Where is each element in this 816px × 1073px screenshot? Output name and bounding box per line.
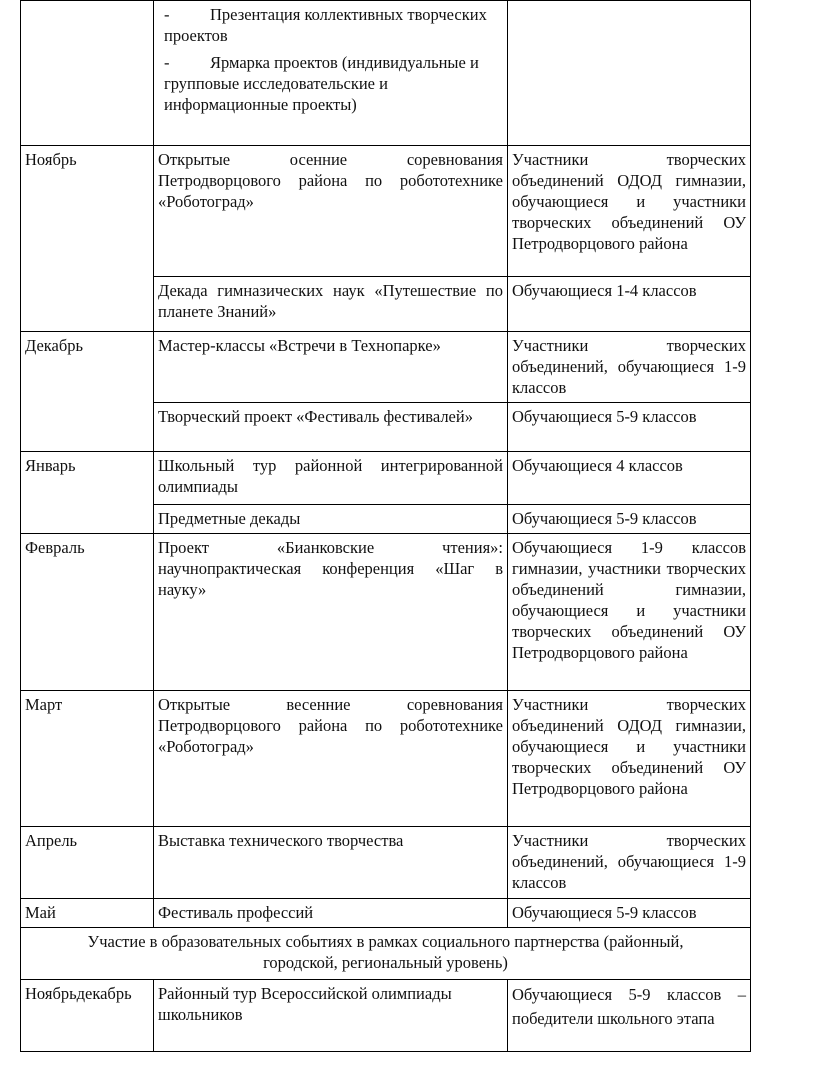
event-cell bbox=[154, 1, 508, 146]
event-cell: Творческий проект «Фестиваль фестивалей» bbox=[154, 403, 508, 452]
event-cell: Школьный тур районной интегрированной олимпиады bbox=[154, 452, 508, 505]
table-row bbox=[21, 827, 751, 899]
list-item bbox=[164, 52, 503, 115]
event-cell: Проект «Бианковские чтения»: научнопрактическая конференция «Шаг в науку» bbox=[154, 534, 508, 691]
month-cell: Апрель bbox=[21, 827, 154, 899]
event-cell: Районный тур Всероссийской олимпиады школьников bbox=[154, 980, 508, 1052]
participants-cell bbox=[508, 1, 751, 146]
month-cell: Март bbox=[21, 691, 154, 827]
list-dash: - bbox=[164, 5, 170, 24]
month-cell: Январь bbox=[21, 452, 154, 534]
participants-cell: Обучающиеся 5-9 классов bbox=[508, 505, 751, 534]
participants-cell: Обучающиеся 5-9 классов bbox=[508, 899, 751, 928]
table-row bbox=[21, 899, 751, 928]
event-cell: Мастер-классы «Встречи в Технопарке» bbox=[154, 332, 508, 403]
participants-cell: Участники творческих объединений ОДОД гимназии, обучающиеся и участники творческих объединений ОУ Петродворцового района bbox=[508, 146, 751, 277]
list-item bbox=[164, 4, 503, 46]
table-row bbox=[21, 534, 751, 691]
section-header: Участие в образовательных событиях в рамках социального партнерства (районный, городской, региональный уровень) bbox=[21, 928, 751, 980]
list-item-text: Ярмарка проектов (индивидуальные и групповые исследовательские и информационные проекты) bbox=[164, 53, 479, 114]
list-item-text: Презентация коллективных творческих проектов bbox=[164, 5, 487, 45]
event-cell: Открытые осенние соревнования Петродворцового района по робототехнике «Роботоград» bbox=[154, 146, 508, 277]
table-row bbox=[21, 332, 751, 403]
list-dash: - bbox=[164, 53, 170, 72]
participants-cell: Участники творческих объединений, обучающиеся 1-9 классов bbox=[508, 332, 751, 403]
event-cell: Предметные декады bbox=[154, 505, 508, 534]
event-cell: Выставка технического творчества bbox=[154, 827, 508, 899]
month-cell: Ноябрь bbox=[21, 146, 154, 332]
month-cell bbox=[21, 1, 154, 146]
participants-cell: Участники творческих объединений ОДОД гимназии, обучающиеся и участники творческих объединений ОУ Петродворцового района bbox=[508, 691, 751, 827]
table-row bbox=[21, 1, 751, 146]
table-row bbox=[21, 980, 751, 1052]
month-cell: Ноябрьдекабрь bbox=[21, 980, 154, 1052]
month-cell: Декабрь bbox=[21, 332, 154, 452]
month-cell: Май bbox=[21, 899, 154, 928]
participants-cell: Обучающиеся 4 классов bbox=[508, 452, 751, 505]
participants-cell: Обучающиеся 5-9 классов bbox=[508, 403, 751, 452]
event-cell: Открытые весенние соревнования Петродворцового района по робототехнике «Роботоград» bbox=[154, 691, 508, 827]
participants-cell: Обучающиеся 1-9 классов гимназии, участники творческих объединений гимназии, обучающиеся и участники творческих объединений ОУ Петродворцового района bbox=[508, 534, 751, 691]
table-row bbox=[21, 146, 751, 277]
table-row bbox=[21, 452, 751, 505]
event-cell: Фестиваль профессий bbox=[154, 899, 508, 928]
participants-cell: Обучающиеся 5-9 классов – победители школьного этапа bbox=[508, 980, 751, 1052]
participants-cell: Обучающиеся 1-4 классов bbox=[508, 277, 751, 332]
table-row bbox=[21, 691, 751, 827]
event-cell: Декада гимназических наук «Путешествие по планете Знаний» bbox=[154, 277, 508, 332]
month-cell: Февраль bbox=[21, 534, 154, 691]
events-table bbox=[20, 0, 751, 1052]
section-header-row bbox=[21, 928, 751, 980]
participants-cell: Участники творческих объединений, обучающиеся 1-9 классов bbox=[508, 827, 751, 899]
